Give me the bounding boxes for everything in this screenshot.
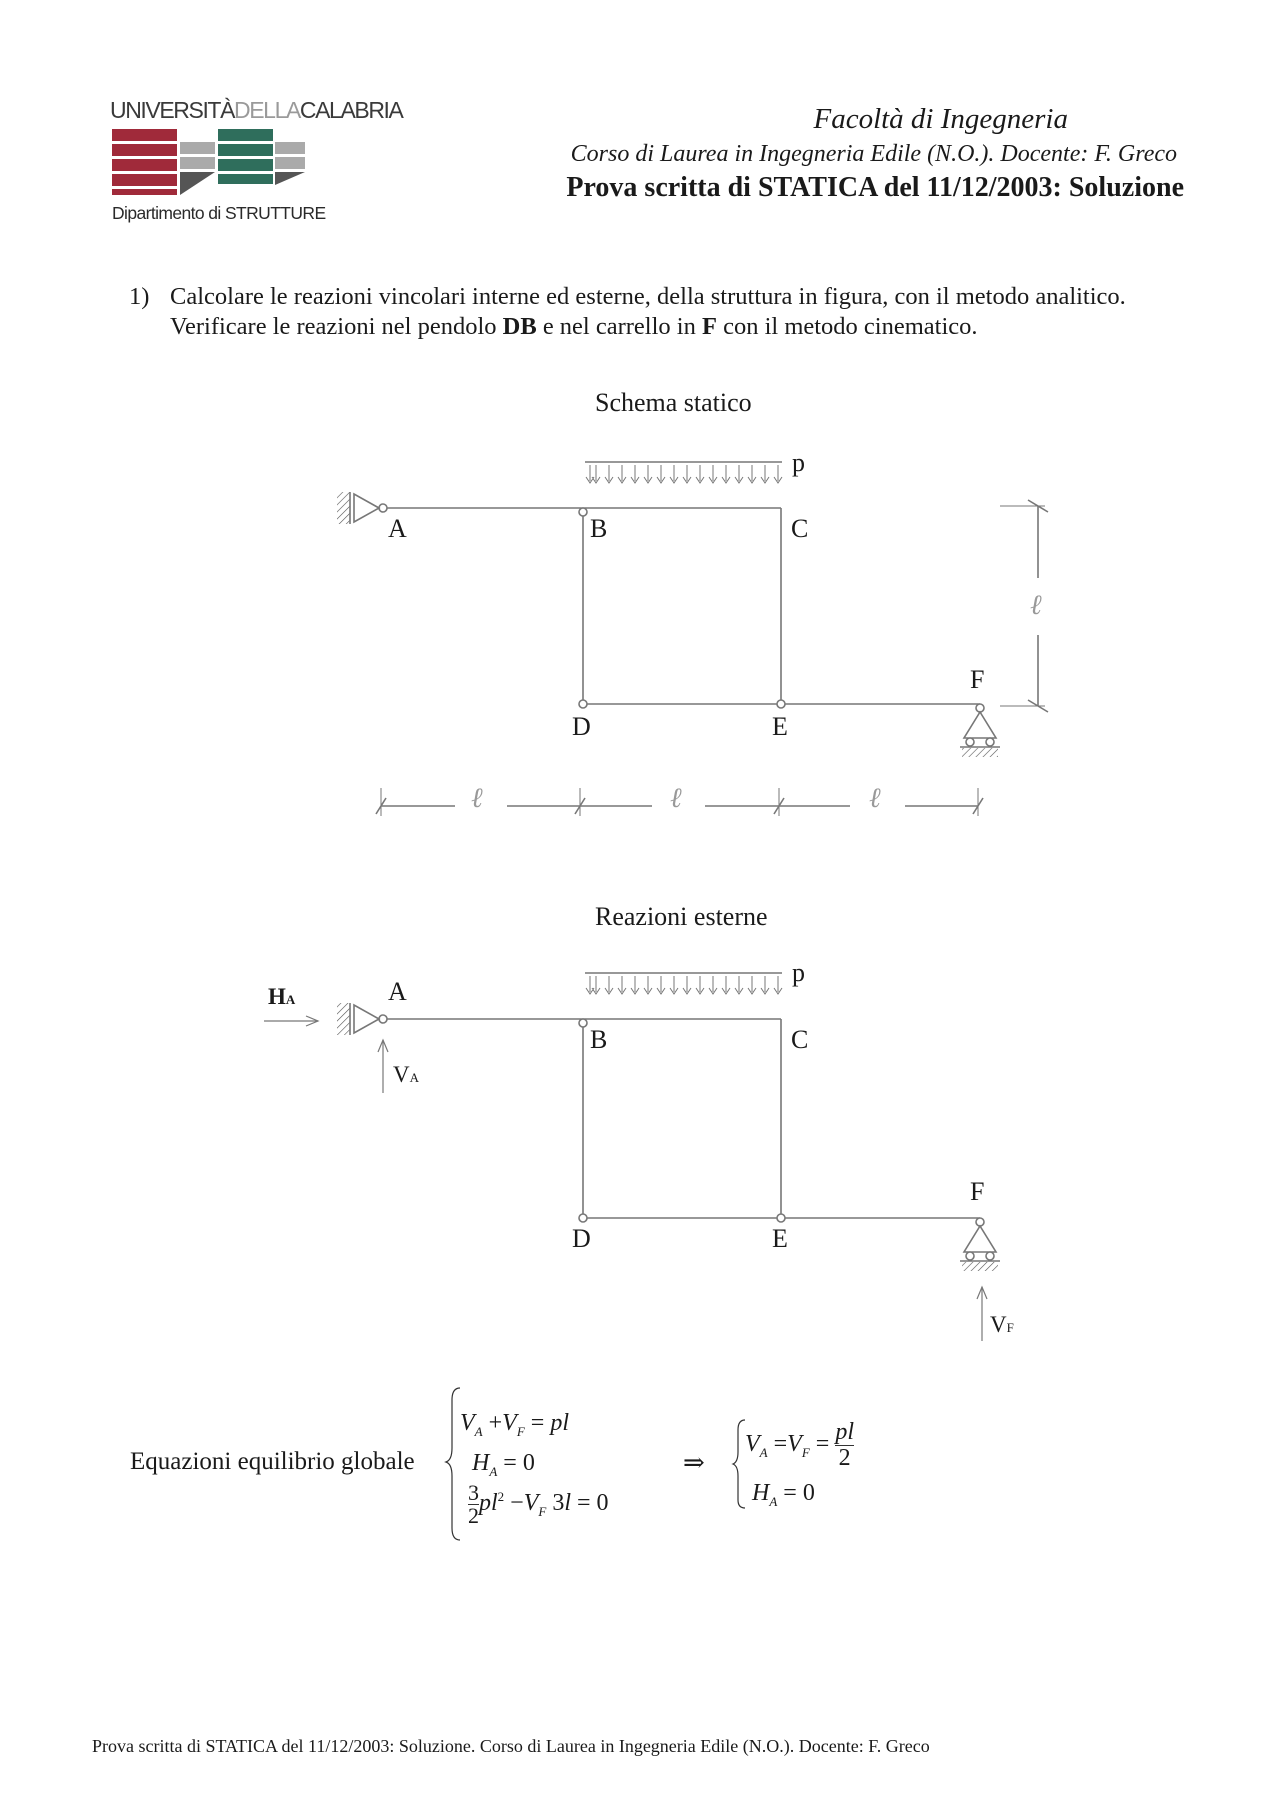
page-footer: Prova scritta di STATICA del 11/12/2003: Soluzione. Corso di Laurea in Ingegneria Edile (N.O.). Docente: F. Greco [92,1736,930,1756]
reaction-arrow-va [378,1040,388,1093]
reaction-label-va [393,1062,419,1088]
equation-text-sys1-r1 [0,0,1,1]
reaction-symbol: V [393,1062,410,1087]
question-number: 1) [129,283,150,310]
implies-symbol: ⇒ [683,1448,705,1477]
node-label-c: C [791,1025,809,1054]
diagram-static-scheme [337,462,1048,816]
system1-row3: $\frac{3}{2}$ $pl^2 -V_F$ 3l = 0 [468,1480,609,1528]
question-line-1: Calcolare le reazioni vincolari interne ed esterne, della struttura in figura, con il metodo analitico. [170,283,1126,310]
diagram-external-reactions [264,973,1000,1341]
faculty-title: Facoltà di Ingegneria [813,103,1068,135]
reaction-subscript: A [285,992,296,1007]
system1-row1: $V_A +V_F$ = pl [460,1410,570,1439]
reaction-symbol: V [990,1312,1007,1337]
reaction-label-ha [268,984,295,1010]
reaction-label-vf [990,1312,1014,1338]
caption-external-reactions: Reazioni esterne [595,902,768,931]
university-logo-text [110,97,402,124]
logo-word-universita: UNIVERSITÀ [110,97,235,123]
node-label-c: C [791,514,809,543]
node-label-f: F [970,665,985,694]
equation-text-sys1-r3 [0,0,1,1]
equations-label: Equazioni equilibrio globale [130,1448,415,1475]
dimension-label-1: ℓ [471,783,483,814]
question-text: con il metodo cinematico. [716,313,978,340]
node-label-b: B [590,514,608,543]
logo-word-calabria: CALABRIA [299,97,403,123]
equation-text-sys2-r1 [0,0,1,1]
reaction-subscript: A [409,1070,420,1085]
logo-word-della: DELLA [234,97,300,123]
dimension-label-2: ℓ [670,783,682,814]
node-label-d: D [572,1224,591,1253]
department-name: Dipartimento di STRUTTURE [112,203,326,223]
node-label-f: F [970,1177,985,1206]
question-line-2 [170,313,978,341]
dimension-label-3: ℓ [869,783,881,814]
reaction-arrow-vf [977,1287,987,1341]
question-text: e nel carrello in [536,313,702,340]
logo-bars [112,129,305,195]
caption-static-scheme: Schema statico [595,388,752,417]
reaction-subscript: F [1006,1320,1014,1335]
question-bold-db: DB [502,313,537,340]
node-label-e: E [772,712,788,741]
reaction-arrow-ha [264,1016,318,1026]
node-label-a: A [388,514,407,543]
reaction-symbol: H [268,984,286,1009]
load-label-p: p [792,448,805,477]
equation-text-sys1-r2 [0,0,1,1]
node-label-d: D [572,712,591,741]
dimension-label-vertical: ℓ [1030,590,1042,621]
system2-row1: $V_A =V_F$ = $\frac{pl}{2}$ [745,1419,855,1472]
exam-title: Prova scritta di STATICA del 11/12/2003: Soluzione [566,172,1184,203]
node-label-e: E [772,1224,788,1253]
system2-row2: $H_A = 0$ [752,1480,815,1509]
question-text: Verificare le reazioni nel pendolo [170,313,503,340]
system1-row2: $H_A = 0$ [472,1450,535,1479]
question-bold-f: F [701,313,717,340]
course-line: Corso di Laurea in Ingegneria Edile (N.O.). Docente: F. Greco [570,141,1177,167]
load-label-p: p [792,958,805,987]
equation-text-sys2-r2 [0,0,1,1]
node-label-b: B [590,1025,608,1054]
node-label-a: A [388,977,407,1006]
